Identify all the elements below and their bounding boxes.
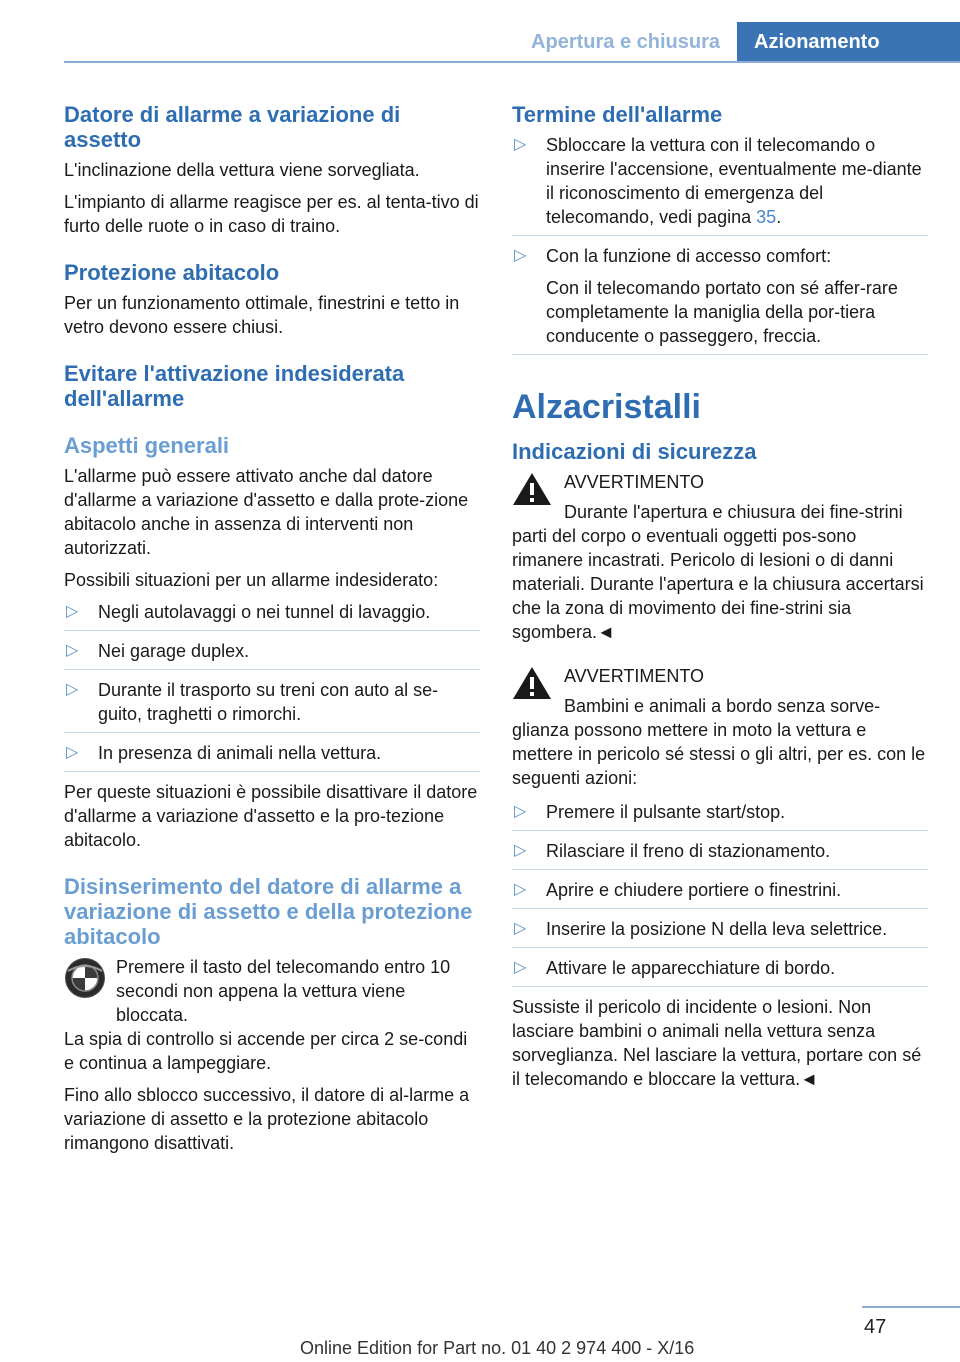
header-section-title: Apertura e chiusura xyxy=(531,31,720,53)
paragraph: L'impianto di allarme reagisce per es. al tenta-tivo di furto delle ruote o in caso di traino. xyxy=(64,192,479,236)
list-item: ▷ Attivare le apparecchiature di bordo. xyxy=(512,956,928,987)
chapter-title: Alzacristalli xyxy=(512,388,701,426)
warning-block xyxy=(512,664,928,1091)
bullet-triangle-icon: ▷ xyxy=(66,603,79,620)
heading-avoid-false-alarm: Evitare l'attivazione indesiderata dell'allarme xyxy=(64,361,405,411)
warning-action-list xyxy=(512,800,928,987)
bullet-triangle-icon: ▷ xyxy=(514,920,527,937)
bullet-triangle-icon: ▷ xyxy=(66,744,79,761)
list-item: ▷ Durante il trasporto su treni con auto al se-guito, traghetti o rimorchi. xyxy=(64,678,480,733)
bullet-triangle-icon: ▷ xyxy=(514,959,527,976)
warning-title: AVVERTIMENTO xyxy=(564,666,705,686)
list-item: ▷ Premere il pulsante start/stop. xyxy=(512,800,928,831)
edition-note: Online Edition for Part no. 01 40 2 974 400 - X/16 xyxy=(300,1338,695,1358)
list-item: ▷ Negli autolavaggi o nei tunnel di lavaggio. xyxy=(64,600,480,631)
list-item: ▷ Nei garage duplex. xyxy=(64,639,480,670)
list-item: ▷ Rilasciare il freno di stazionamento. xyxy=(512,839,928,870)
bullet-triangle-icon: ▷ xyxy=(514,842,527,859)
paragraph: Sussiste il pericolo di incidente o lesioni. Non lasciare bambini o animali nella vettura senza sorveglianza. Nel lasciare la vettura, portare con sé il telecomando e bloccare la vettura.◄ xyxy=(512,997,922,1089)
bullet-triangle-icon: ▷ xyxy=(514,881,527,898)
bullet-triangle-icon: ▷ xyxy=(66,681,79,698)
paragraph: Premere il tasto del telecomando entro 10 secondi non appena la vettura viene bloccata. xyxy=(116,957,451,1025)
footer-rule xyxy=(862,1306,960,1308)
bullet-triangle-icon: ▷ xyxy=(514,136,527,153)
page-number: 47 xyxy=(864,1316,887,1338)
heading-safety-notes: Indicazioni di sicurezza xyxy=(512,439,757,464)
warning-text: Bambini e animali a bordo senza sorve-glianza possono mettere in moto la vettura e mettere in pericolo sé stessi o gli altri, per es. con le seguenti azioni: xyxy=(512,696,926,788)
paragraph: Fino allo sblocco successivo, il datore di al-larme a variazione di assetto e la protezione abitacolo rimangono disattivati. xyxy=(64,1085,470,1153)
warning-title: AVVERTIMENTO xyxy=(564,472,705,492)
warning-triangle-icon xyxy=(512,666,552,700)
right-column xyxy=(512,102,928,1111)
list-item: ▷ In presenza di animali nella vettura. xyxy=(64,741,480,772)
situation-list xyxy=(64,600,480,772)
paragraph: L'inclinazione della vettura viene sorvegliata. xyxy=(64,160,420,180)
warning-text: Durante l'apertura e chiusura dei fine-strini parti del corpo o eventuali oggetti pos-sono rimanere incastrati. Pericolo di lesioni o di danni materiali. Durante l'apertura e la chiusura accertarsi che la zona di movimento dei fine-strini sia sgombera.◄ xyxy=(512,502,924,642)
paragraph: L'allarme può essere attivato anche dal datore d'allarme a variazione d'assetto e dalla prote-zione abitacolo anche in assenza di interventi non autorizzati. xyxy=(64,466,469,558)
bullet-triangle-icon: ▷ xyxy=(514,247,527,264)
header-rule xyxy=(64,61,960,63)
header-chapter-tab: Azionamento xyxy=(737,22,960,62)
page-reference-link[interactable]: 35 xyxy=(756,207,777,227)
bullet-triangle-icon: ▷ xyxy=(66,642,79,659)
paragraph: Per queste situazioni è possibile disattivare il datore d'allarme a variazione d'assetto e la pro-tezione abitacolo. xyxy=(64,782,478,850)
bullet-triangle-icon: ▷ xyxy=(514,803,527,820)
list-item: ▷ Inserire la posizione N della leva selettrice. xyxy=(512,917,928,948)
heading-end-alarm: Termine dell'allarme xyxy=(512,102,723,127)
list-item: ▷ Con la funzione di accesso comfort: Con il telecomando portato con sé affer-rare completamente la maniglia della por-tiera conducente o passeggero, freccia. xyxy=(512,244,928,355)
left-column xyxy=(64,102,480,1163)
remote-button-instruction xyxy=(64,955,480,1027)
paragraph: Per un funzionamento ottimale, finestrini e tetto in vetro devono essere chiusi. xyxy=(64,293,460,337)
paragraph: Possibili situazioni per un allarme indesiderato: xyxy=(64,570,439,590)
bmw-logo-icon xyxy=(64,957,106,999)
list-item: ▷ Sbloccare la vettura con il telecomando o inserire l'accensione, eventualmente me-diante il riconoscimento di emergenza del telecomando, vedi pagina 35. xyxy=(512,133,928,236)
end-alarm-list xyxy=(512,133,928,355)
warning-triangle-icon xyxy=(512,472,552,506)
heading-general-aspects: Aspetti generali xyxy=(64,433,230,458)
heading-interior-protection: Protezione abitacolo xyxy=(64,260,280,285)
paragraph: La spia di controllo si accende per circa 2 se-condi e continua a lampeggiare. xyxy=(64,1029,468,1073)
warning-block xyxy=(512,470,928,644)
heading-tilt-alarm: Datore di allarme a variazione di assetto xyxy=(64,102,401,152)
heading-disable-alarm: Disinserimento del datore di allarme a variazione di assetto e della protezione abitacolo xyxy=(64,874,473,949)
list-item: ▷ Aprire e chiudere portiere o finestrini. xyxy=(512,878,928,909)
